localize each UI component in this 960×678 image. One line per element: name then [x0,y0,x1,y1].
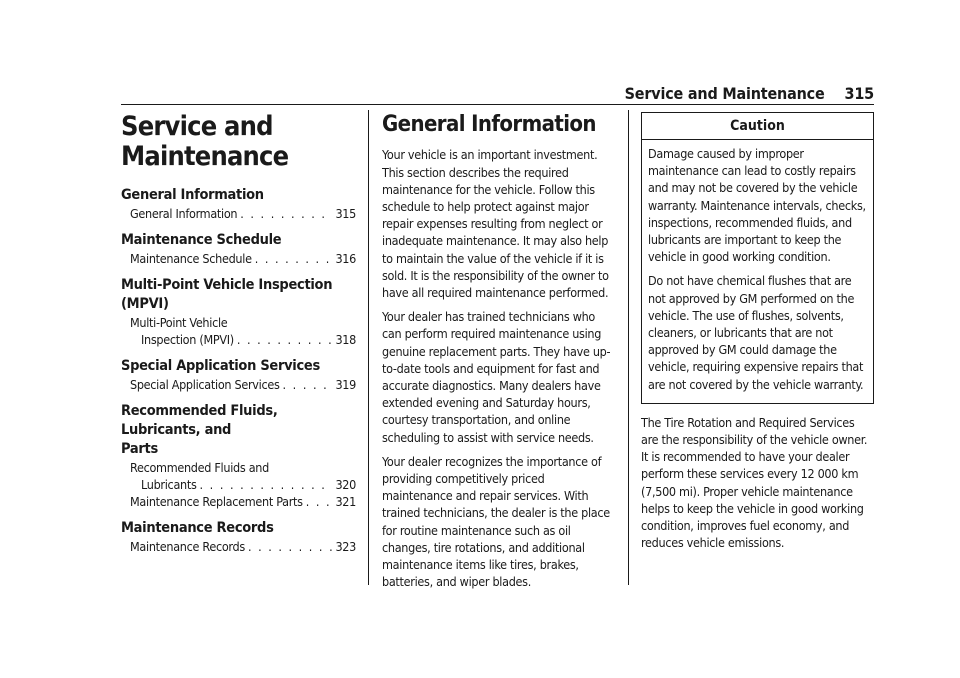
toc-leader-dots [200,476,333,493]
toc-entry-text: General Information [130,206,238,222]
toc-entry-page: 319 [335,377,356,393]
toc-entry-mpvi[interactable] [121,314,356,348]
caution-box [641,112,874,404]
toc-entry-page: 318 [335,332,356,348]
toc-section-maintenance-schedule [121,231,356,267]
toc-entry-maintenance-replacement-parts[interactable] [121,493,356,510]
column-divider-left [368,110,369,585]
toc-heading-line1: Recommended Fluids, Lubricants, and [121,403,278,439]
general-information-section [382,112,615,597]
toc-heading: General Information [121,187,264,204]
caution-title: Caution [642,113,873,140]
running-header-title: Service and Maintenance [624,84,825,103]
toc-entry-special-application-services[interactable] [121,376,356,393]
toc-heading: Special Application Services [121,358,320,375]
toc-entry-page: 316 [335,251,356,267]
toc-section-maintenance-records [121,519,356,555]
toc-heading: Maintenance Records [121,520,274,537]
chapter-title: Service and Maintenance [121,111,289,172]
body-paragraph: Your dealer has trained technicians who can perform required maintenance using genuine replacement parts. They have up-to-date tools and equipment for fast and accurate diagnostics. Many dealers have extended evening and Saturday hours, courtesy transportation, and online scheduling to assist with service needs. [382,309,611,445]
toc-section-recommended-fluids [121,402,356,510]
toc-entry-text: Inspection (MPVI) [141,332,234,348]
toc-entry-text: Lubricants [141,477,197,493]
toc-entry-maintenance-records[interactable] [121,538,356,555]
toc-entry-text: Maintenance Replacement Parts [130,494,303,510]
body-paragraph: Your dealer recognizes the importance of providing competitively priced maintenance and repair services. With trained technicians, the dealer is the place for routine maintenance such as oil changes, tire rotations, and additional maintenance items like tires, brakes, batteries, and wiper blades. [382,453,610,590]
toc-entry-page: 315 [335,206,356,222]
chapter-toc [121,112,356,564]
toc-entry-maintenance-schedule[interactable] [121,250,356,267]
toc-section-mpvi [121,276,356,348]
page-number: 315 [844,84,874,103]
toc-heading: Multi-Point Vehicle Inspection (MPVI) [121,277,333,313]
toc-entry-page: 323 [335,539,356,555]
toc-leader-dots [255,250,333,267]
caution-paragraph: Damage caused by improper maintenance can lead to costly repairs and may not be covered by the vehicle warranty. Maintenance intervals, checks, inspections, recommended fluids, and lubricants are important to keep the vehicle in good working condition. [648,146,866,265]
toc-leader-dots [240,205,332,222]
toc-heading: Maintenance Schedule [121,232,282,249]
toc-entry-page: 321 [335,494,356,510]
section-title: General Information [382,112,596,137]
toc-entry-recommended-fluids[interactable] [121,459,356,493]
toc-entry-page: 320 [335,477,356,493]
toc-section-general-information [121,186,356,222]
toc-section-special-application-services [121,357,356,393]
toc-leader-dots [248,538,333,555]
toc-leader-dots [237,331,333,348]
toc-entry-text: Maintenance Records [130,539,245,555]
running-header [625,84,874,103]
body-paragraph: Your vehicle is an important investment. This section describes the required maintenance for the vehicle. Follow this schedule to help protect against major repair expenses resulting from neglect or inadequate maintenance. It may also help to maintain the value of the vehicle if it is sold. It is the responsibility of the owner to have all required maintenance performed. [382,147,609,301]
caution-column [641,112,874,558]
caution-paragraph: Do not have chemical flushes that are not approved by GM performed on the vehicle. The use of flushes, solvents, cleaners, or lubricants that are not approved by GM could damage the vehicle, requiring expensive repairs that are not covered by the vehicle warranty. [648,273,864,392]
toc-entry-text-line1: Recommended Fluids and [130,460,269,476]
toc-entry-general-information[interactable] [121,205,356,222]
tire-rotation-paragraph: The Tire Rotation and Required Services are the responsibility of the vehicle owner. It is recommended to have your dealer perform these services every 12 000 km (7,500 mi). Proper vehicle maintenance helps to keep the vehicle in good working condition, improves fuel economy, and reduces vehicle emissions. [641,414,868,551]
toc-leader-dots [283,376,333,393]
toc-entry-text: Special Application Services [130,377,280,393]
column-divider-right [628,110,629,585]
caution-body [642,140,873,403]
toc-heading-line2: Parts [121,441,158,458]
header-rule [121,104,874,105]
toc-entry-text-line1: Multi-Point Vehicle [130,315,228,331]
toc-leader-dots [306,493,333,510]
toc-entry-text: Maintenance Schedule [130,251,252,267]
